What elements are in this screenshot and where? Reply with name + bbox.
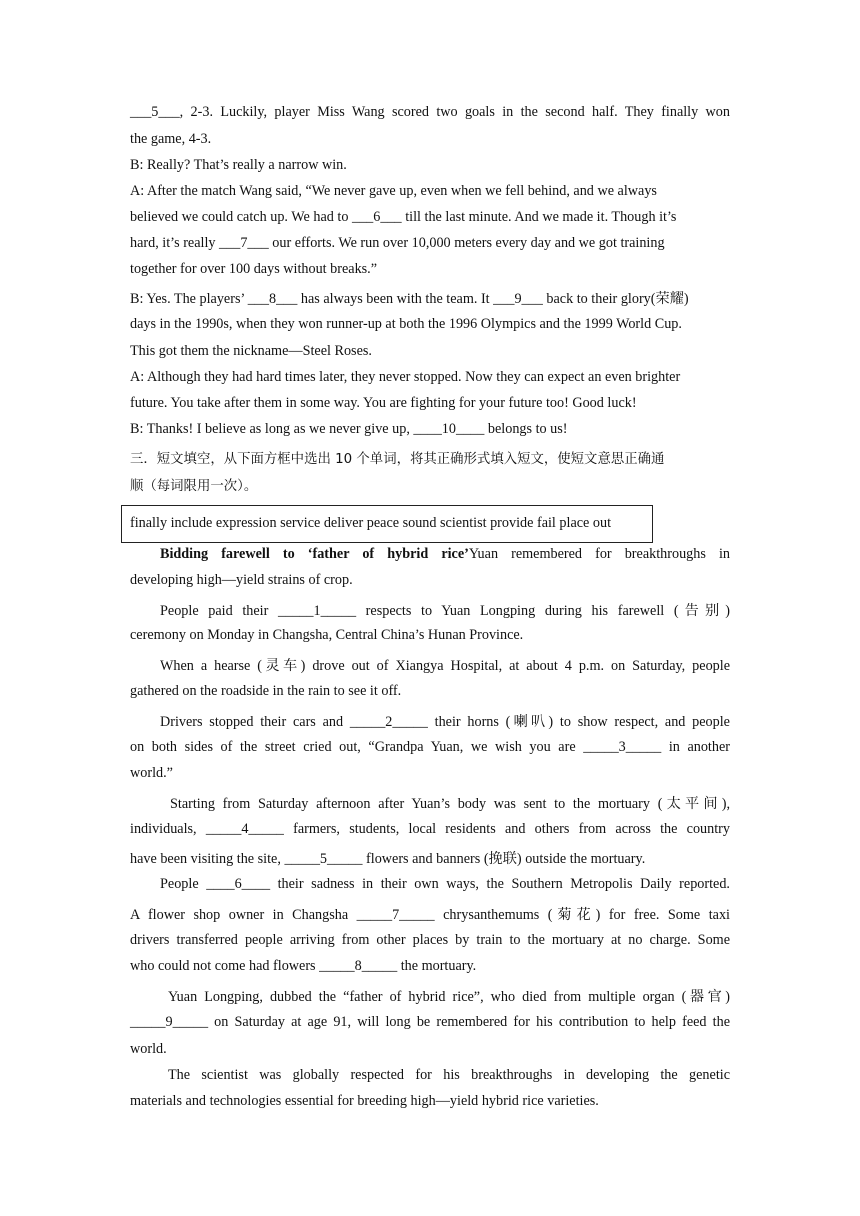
text-line: hard, it’s really ___7___ our efforts. We run over 10,000 meters every day and we got training [130,235,665,251]
blank-1: _____1_____ [278,603,357,619]
text-line: A: Although they had hard times later, they never stopped. Now they can expect an even brighter [130,369,681,385]
text-line: believed we could catch up. We had to ___6___ till the last minute. And we made it. Though it’s [130,209,677,225]
text-line: Starting from Saturday afternoon after Yuan’s body was sent to the mortuary (太平间), [170,796,730,812]
blank-7: ___7___ [219,235,269,251]
text-line: When a hearse (灵车) drove out of Xiangya Hospital, at about 4 p.m. on Saturday, people [160,658,730,674]
text-line: developing high—yield strains of crop. [130,572,353,588]
text-line: future. You take after them in some way. You are fighting for your future too! Good luck! [130,395,637,411]
text-line: world. [130,1041,167,1057]
text-line: B: Thanks! I believe as long as we never give up, ____10____ belongs to us! [130,421,568,437]
blank-10: ____10____ [413,421,485,437]
text-line: individuals, _____4_____ farmers, students, local residents and others from across the country [130,821,730,837]
text-line: Yuan Longping, dubbed the “father of hybrid rice”, who died from multiple organ (器官) [168,989,730,1005]
text-line: drivers transferred people arriving from other places by train to the mortuary at no charge. Some [130,932,730,948]
blank-5: ___5___ [130,104,180,120]
word-bank-text: finally include expression service deliver peace sound scientist provide fail place out [130,515,612,531]
text-line: world.” [130,765,173,781]
blank-3: _____3_____ [583,739,662,755]
text-line: People paid their _____1_____ respects to Yuan Longping during his farewell (告别) [160,603,730,619]
blank-5b: _____5_____ [284,851,363,867]
text-line: A: After the match Wang said, “We never gave up, even when we fell behind, and we always [130,183,657,199]
text-line: B: Really? That’s really a narrow win. [130,157,347,173]
text-line: People ____6____ their sadness in their own ways, the Southern Metropolis Daily reported. [160,876,730,892]
blank-2: _____2_____ [349,714,428,730]
text-line: _____9_____ on Saturday at age 91, will long be remembered for his contribution to help feed the [130,1014,730,1030]
text-line: have been visiting the site, _____5_____ flowers and banners (挽联) outside the mortuary. [130,851,646,867]
text-line: days in the 1990s, when they won runner-up at both the 1996 Olympics and the 1999 World Cup. [130,316,682,332]
text-line: ceremony on Monday in Changsha, Central China’s Hunan Province. [130,627,524,643]
text-line: Drivers stopped their cars and _____2_____ their horns (喇叭) to show respect, and people [160,714,730,730]
section-heading: 顺（每词限用一次）。 [130,479,258,494]
blank-9b: _____9_____ [130,1014,209,1030]
blank-7b: _____7_____ [356,907,435,923]
blank-8: ___8___ [247,291,298,307]
text-line: materials and technologies essential for breeding high—yield hybrid rice varieties. [130,1093,599,1109]
word-bank-box [121,505,653,543]
text-line: the game, 4-3. [130,131,212,147]
section-heading: 三．短文填空，从下面方框中选出 10 个单词，将其正确形式填入短文，使短文意思正确通 [130,452,665,467]
text-line: This got them the nickname—Steel Roses. [130,343,372,359]
text-line: B: Yes. The players’ ___8___ has always been with the team. It ___9___ back to their glory(荣耀) [130,291,689,307]
text-line: The scientist was globally respected for his breakthroughs in developing the genetic [168,1067,730,1083]
blank-9: ___9___ [493,291,543,307]
text-line: together for over 100 days without breaks.” [130,261,378,277]
blank-6: ___6___ [351,209,402,225]
text-line: who could not come had flowers _____8_____ the mortuary. [130,958,477,974]
blank-8b: _____8_____ [319,958,398,974]
text-line: on both sides of the street cried out, “Grandpa Yuan, we wish you are _____3_____ in another [130,739,730,755]
blank-6b: ____6____ [206,876,271,892]
text-line: A flower shop owner in Changsha _____7_____ chrysanthemums (菊花) for free. Some taxi [130,907,730,923]
text-line: ___5___, 2-3. Luckily, player Miss Wang scored two goals in the second half. They finally won [130,104,730,120]
passage-title: Bidding farewell to ‘father of hybrid rice’Yuan remembered for breakthroughs in [160,546,730,562]
blank-4: _____4_____ [205,821,284,837]
text-line: gathered on the roadside in the rain to see it off. [130,683,402,699]
